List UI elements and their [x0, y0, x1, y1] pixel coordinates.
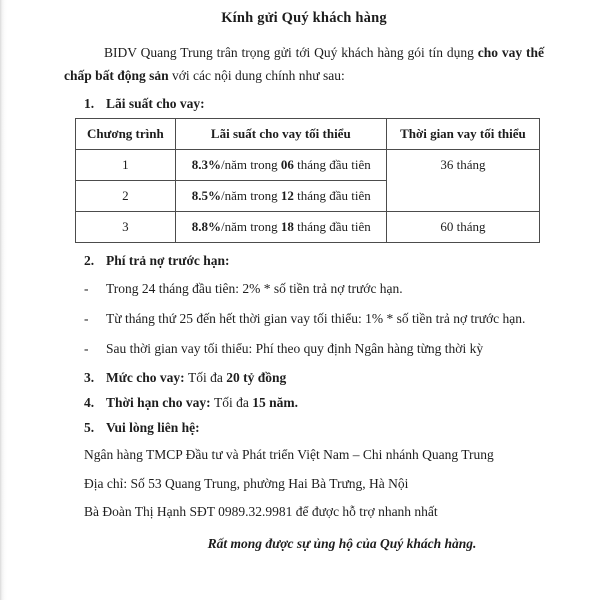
rate-months: 18 [280, 219, 294, 235]
intro-text-before: BIDV Quang Trung trân trọng gửi tới Quý khách hàng gói tín dụng [104, 45, 478, 60]
rate-pct: 8.3% [191, 157, 221, 173]
rate-pct: 8.5% [191, 188, 221, 204]
cell-rate-1 [175, 150, 386, 181]
bullet-text: Sau thời gian vay tối thiểu: Phí theo quy định Ngân hàng từng thời kỳ [106, 341, 484, 357]
rate-mid: /năm trong [220, 188, 281, 204]
contact-bank-name: Ngân hàng TMCP Đầu tư và Phát triển Việt Nam – Chi nhánh Quang Trung [84, 447, 494, 463]
section-3-value-bold: 20 tỷ đồng [226, 370, 287, 386]
bullet-dash: - [84, 281, 89, 297]
section-4-content [106, 395, 298, 411]
loan-rates-table [75, 118, 540, 243]
cell-program-2: 2 [76, 181, 176, 212]
rate-pct: 8.8% [191, 219, 221, 235]
table-header-row [76, 119, 540, 150]
section-2-number: 2. [84, 253, 95, 269]
document-title: Kính gửi Quý khách hàng [221, 10, 387, 26]
section-3-heading [64, 370, 544, 386]
rate-mid: /năm trong [220, 157, 281, 173]
cell-term-3: 60 tháng [386, 212, 539, 243]
rate-months: 12 [280, 188, 294, 204]
section-3-value-plain: Tối đa [187, 370, 223, 386]
bullet-dash: - [84, 311, 89, 327]
cell-rate-2 [175, 181, 386, 212]
section-4-label: Thời hạn cho vay: [106, 395, 211, 411]
section-1-heading [64, 96, 544, 112]
bullet-item [64, 280, 544, 299]
bullet-item [64, 340, 544, 359]
section-2-label: Phí trả nợ trước hạn: [106, 253, 230, 269]
rate-tail: tháng đầu tiên [293, 157, 371, 173]
section-4-number: 4. [84, 395, 95, 411]
cell-program-3: 3 [76, 212, 176, 243]
bullet-item [64, 310, 544, 329]
rate-tail: tháng đầu tiên [293, 219, 371, 235]
cell-term-1-2: 36 tháng [386, 150, 539, 212]
section-2-heading [64, 253, 544, 269]
section-5-number: 5. [84, 420, 95, 436]
section-1-label: Lãi suất cho vay: [106, 96, 205, 112]
column-header-rate: Lãi suất cho vay tối thiểu [175, 119, 386, 150]
contact-address: Địa chỉ: Số 53 Quang Trung, phường Hai Bà Trưng, Hà Nội [84, 475, 409, 491]
section-1-number: 1. [84, 96, 95, 112]
table-row [76, 212, 540, 243]
section-5-label: Vui lòng liên hệ: [106, 420, 200, 436]
intro-text-after: với các nội dung chính như sau: [168, 67, 345, 83]
section-3-content [106, 370, 286, 386]
rate-tail: tháng đầu tiên [293, 188, 371, 204]
column-header-term: Thời gian vay tối thiểu [386, 119, 539, 150]
cell-program-1: 1 [76, 150, 176, 181]
rate-months: 06 [280, 157, 294, 173]
closing-line: Rất mong được sự ủng hộ của Quý khách hàng. [207, 535, 477, 551]
intro-text-bold: cho vay thế chấp bất động sản [64, 45, 544, 83]
bullet-text: Trong 24 tháng đầu tiên: 2% * số tiền trả nợ trước hạn. [106, 281, 403, 297]
bullet-dash: - [84, 341, 89, 357]
table-row [76, 150, 540, 181]
contact-person-phone: Bà Đoàn Thị Hạnh SĐT 0989.32.9981 để được hỗ trợ nhanh nhất [84, 504, 438, 520]
section-4-value-bold: 15 năm. [252, 395, 299, 411]
section-4-heading [64, 395, 544, 411]
column-header-program: Chương trình [76, 119, 176, 150]
section-3-number: 3. [84, 370, 95, 386]
rate-mid: /năm trong [220, 219, 281, 235]
bullet-text: Từ tháng thứ 25 đến hết thời gian vay tối thiểu: 1% * số tiền trả nợ trước hạn. [106, 311, 526, 327]
section-5-heading [64, 420, 544, 436]
section-4-value-plain: Tối đa [214, 395, 249, 411]
intro-paragraph [64, 42, 544, 87]
section-3-label: Mức cho vay: [106, 370, 185, 386]
cell-rate-3 [175, 212, 386, 243]
